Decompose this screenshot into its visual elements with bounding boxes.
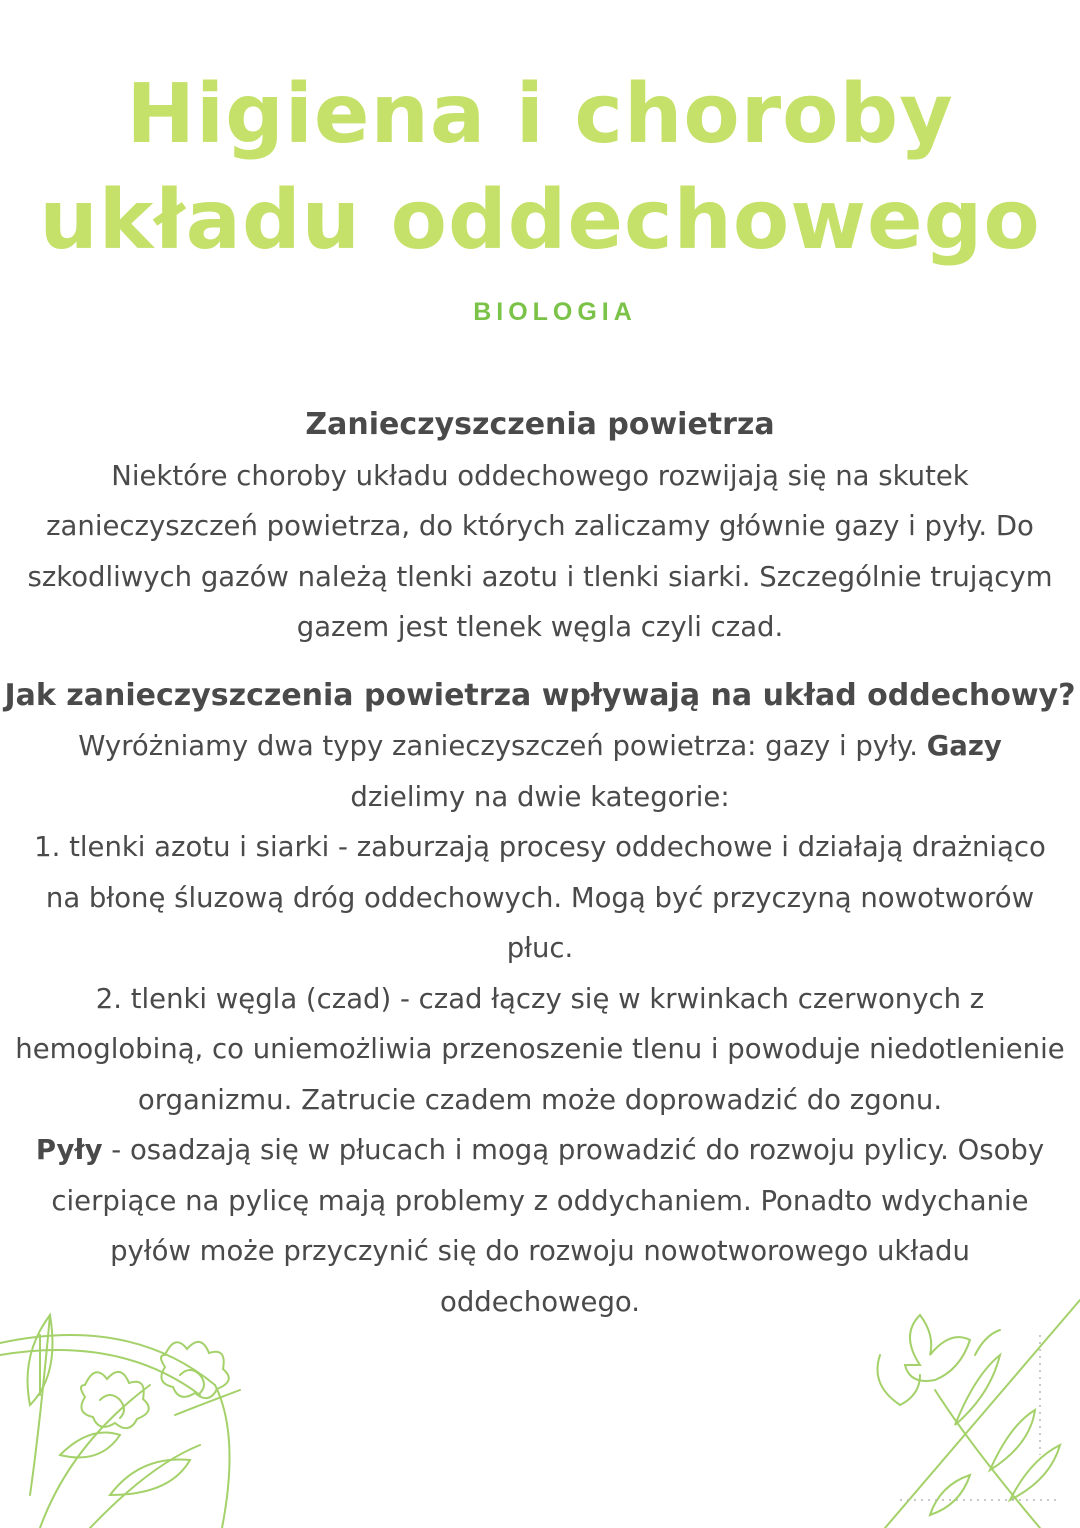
list-item-line: na błonę śluzową dróg oddechowych. Mogą być przyczyną nowotworów <box>45 881 1035 914</box>
section-heading-pollution: Zanieczyszczenia powietrza <box>305 407 775 442</box>
paragraph-line: dzielimy na dwie kategorie: <box>350 780 730 813</box>
list-item-line: hemoglobiną, co uniemożliwia przenoszenie tlenu i powoduje niedotlenienie <box>15 1033 1065 1065</box>
intro-bold-gazy: Gazy <box>926 730 1002 762</box>
list-item-line: 1. tlenki azotu i siarki - zaburzają procesy oddechowe i działają drażniąco <box>34 831 1046 863</box>
paragraph-line: gazem jest tlenek węgla czyli czad. <box>296 611 784 643</box>
title-line-1: Higiena i choroby <box>126 67 954 162</box>
paragraph-line: zanieczyszczeń powietrza, do których zaliczamy głównie gazy i pyły. Do <box>46 510 1034 542</box>
paragraph-line: Niektóre choroby układu oddechowego rozwijają się na skutek <box>111 459 969 492</box>
list-item-line: płuc. <box>506 932 574 964</box>
flowers-left-icon <box>0 1295 260 1528</box>
list-item-line: 2. tlenki węgla (czad) - czad łączy się w krwinkach czerwonych z <box>95 982 985 1015</box>
paragraph-line: cierpiące na pylicę mają problemy z oddychaniem. Ponadto wdychanie <box>51 1184 1029 1217</box>
dust-text: - osadzają się w płucach i mogą prowadzić do rozwoju pylicy. Osoby <box>102 1134 1045 1166</box>
flowers-right-icon <box>860 1295 1080 1528</box>
page-title <box>0 62 1080 274</box>
paragraph-line: pyłów może przyczynić się do rozwoju nowotworowego układu <box>110 1235 970 1267</box>
section-heading-effects: Jak zanieczyszczenia powietrza wpływają na układ oddechowy? <box>4 677 1076 713</box>
paragraph-line: oddechowego. <box>440 1285 640 1318</box>
paragraph-line <box>0 721 1080 772</box>
document-body <box>0 400 1080 1327</box>
intro-text: Wyróżniamy dwa typy zanieczyszczeń powietrza: gazy i pyły. <box>78 730 927 762</box>
subject-label: BIOLOGIA <box>473 298 637 326</box>
dust-bold: Pyły <box>35 1134 103 1166</box>
paragraph-line <box>0 1125 1080 1176</box>
list-item-line: organizmu. Zatrucie czadem może doprowadzić do zgonu. <box>137 1083 943 1116</box>
title-line-2: układu oddechowego <box>39 173 1041 268</box>
paragraph-line: szkodliwych gazów należą tlenki azotu i tlenki siarki. Szczególnie trującym <box>27 560 1053 593</box>
